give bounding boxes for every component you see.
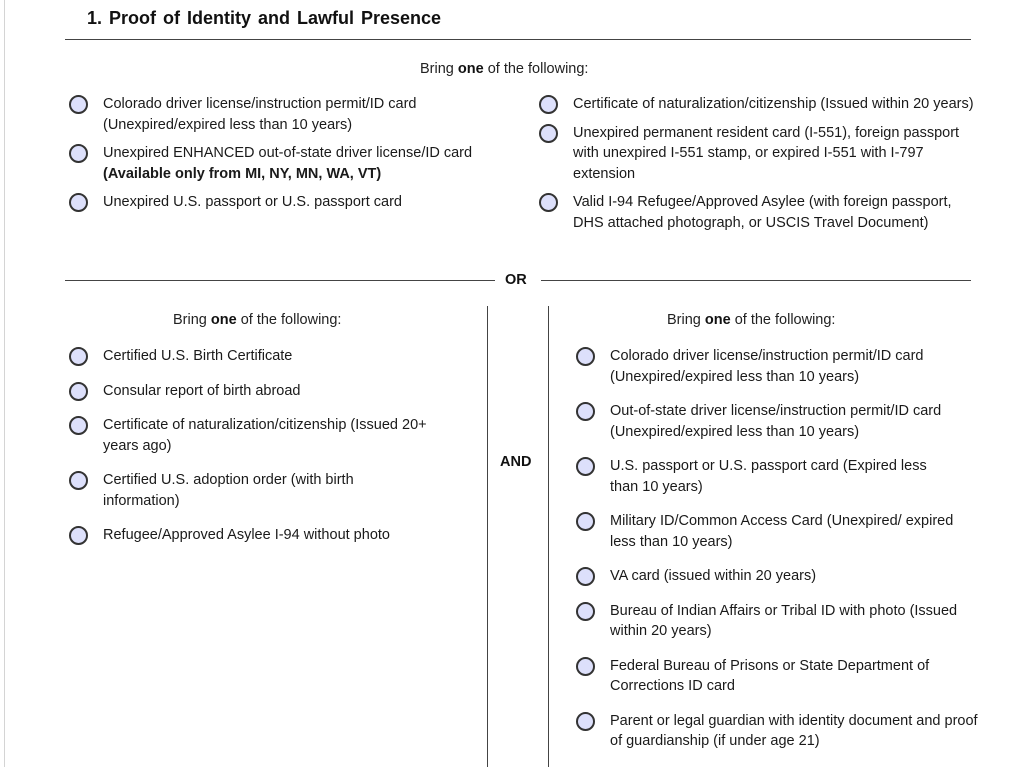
option-label: Military ID/Common Access Card (Unexpired/ expired less than 10 years)	[610, 513, 954, 550]
radio-button[interactable]	[69, 193, 88, 212]
bottom-left-options	[69, 346, 469, 546]
option-label: Certified U.S. adoption order (with birth information)	[103, 472, 354, 509]
top-left-options	[69, 94, 499, 213]
radio-button[interactable]	[539, 95, 558, 114]
radio-button[interactable]	[576, 347, 595, 366]
option-label: Certified U.S. Birth Certificate	[103, 348, 293, 364]
radio-button[interactable]	[576, 567, 595, 586]
radio-button[interactable]	[576, 512, 595, 531]
option-item[interactable]	[576, 401, 981, 442]
option-item[interactable]	[69, 525, 469, 546]
and-divider-left	[487, 306, 488, 767]
bottom-right-options	[576, 346, 981, 752]
option-item[interactable]	[69, 415, 469, 456]
radio-button[interactable]	[69, 471, 88, 490]
page-left-border	[4, 0, 5, 767]
option-label: Unexpired ENHANCED out-of-state driver license/ID card	[103, 145, 473, 161]
top-bring-instruction	[420, 61, 588, 77]
radio-button[interactable]	[576, 457, 595, 476]
option-item[interactable]	[69, 346, 469, 367]
or-rule-right	[541, 280, 971, 281]
option-item[interactable]	[69, 192, 499, 213]
option-label: Unexpired permanent resident card (I-551), foreign passport with unexpired I-551 stamp, or expired I-551 with I-797 extension	[573, 124, 960, 182]
bring-prefix: Bring	[173, 312, 207, 328]
or-rule-left	[65, 280, 495, 281]
option-item[interactable]	[69, 143, 499, 184]
bring-suffix: of the following:	[240, 312, 342, 328]
option-item[interactable]	[539, 192, 979, 233]
radio-button[interactable]	[576, 657, 595, 676]
option-item[interactable]	[576, 456, 981, 497]
option-item[interactable]	[576, 566, 981, 587]
radio-button[interactable]	[69, 347, 88, 366]
option-item[interactable]	[576, 656, 981, 697]
option-label: Valid I-94 Refugee/Approved Asylee (with foreign passport, DHS attached photograph, or USCIS Travel Document)	[573, 194, 952, 231]
option-item[interactable]	[69, 470, 469, 511]
option-label: Consular report of birth abroad	[103, 382, 301, 399]
section-title: 1. Proof of Identity and Lawful Presence	[87, 8, 442, 28]
radio-button[interactable]	[576, 712, 595, 731]
option-label-note: (Available only from MI, NY, MN, WA, VT)	[103, 165, 382, 182]
bring-suffix: of the following:	[487, 61, 589, 77]
radio-button[interactable]	[69, 382, 88, 401]
bring-suffix: of the following:	[734, 312, 836, 328]
option-label: Out-of-state driver license/instruction permit/ID card (Unexpired/expired less than 10 years)	[610, 403, 942, 440]
bring-emphasis: one	[210, 312, 237, 328]
radio-button[interactable]	[69, 416, 88, 435]
radio-button[interactable]	[69, 144, 88, 163]
top-right-options	[539, 94, 979, 233]
radio-button[interactable]	[576, 402, 595, 421]
option-item[interactable]	[576, 511, 981, 552]
radio-button[interactable]	[69, 526, 88, 545]
option-label: Refugee/Approved Asylee I-94 without photo	[103, 527, 390, 543]
bring-prefix: Bring	[420, 61, 454, 77]
option-item[interactable]	[539, 123, 979, 185]
and-separator: AND	[500, 454, 532, 470]
option-label: U.S. passport or U.S. passport card (Expired less than 10 years)	[610, 458, 927, 495]
or-separator: OR	[505, 272, 527, 288]
option-item[interactable]	[576, 346, 981, 387]
radio-button[interactable]	[539, 124, 558, 143]
radio-button[interactable]	[576, 602, 595, 621]
option-item[interactable]	[576, 601, 981, 642]
option-label: Federal Bureau of Prisons or State Department of Corrections ID card	[610, 657, 930, 694]
title-underline	[65, 39, 971, 40]
radio-button[interactable]	[539, 193, 558, 212]
option-label: Certificate of naturalization/citizenship (Issued 20+ years ago)	[103, 417, 427, 454]
option-item[interactable]	[69, 94, 499, 135]
option-label: Unexpired U.S. passport or U.S. passport card	[103, 194, 402, 210]
bring-emphasis: one	[704, 312, 731, 328]
and-divider-right	[548, 306, 549, 767]
bring-emphasis: one	[457, 61, 484, 77]
option-item[interactable]	[576, 711, 981, 752]
option-label: VA card (issued within 20 years)	[610, 568, 817, 584]
option-item[interactable]	[539, 94, 979, 115]
option-label: Bureau of Indian Affairs or Tribal ID with photo (Issued within 20 years)	[610, 602, 958, 639]
bottom-right-bring-instruction	[667, 312, 835, 328]
bottom-left-bring-instruction	[173, 312, 341, 328]
option-label: Colorado driver license/instruction permit/ID card (Unexpired/expired less than 10 years)	[610, 348, 924, 385]
option-item[interactable]	[69, 381, 469, 402]
option-label: Certificate of naturalization/citizenship (Issued within 20 years)	[573, 96, 974, 112]
bring-prefix: Bring	[667, 312, 701, 328]
radio-button[interactable]	[69, 95, 88, 114]
option-label: Colorado driver license/instruction permit/ID card (Unexpired/expired less than 10 years)	[103, 96, 417, 133]
option-label: Parent or legal guardian with identity document and proof of guardianship (if under age 21)	[610, 712, 978, 749]
